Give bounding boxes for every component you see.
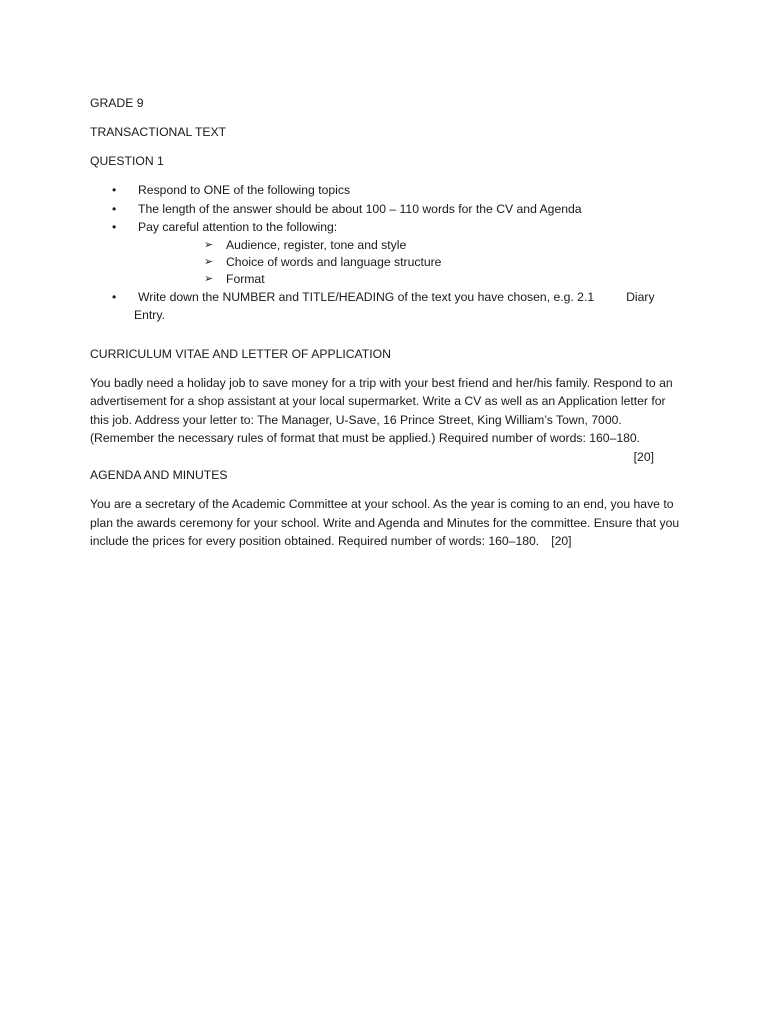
section-title: TRANSACTIONAL TEXT bbox=[90, 125, 227, 139]
arrow-bullet-icon: ➢ bbox=[204, 238, 214, 251]
bullet-icon: • bbox=[112, 220, 117, 234]
marks-cv: [20] bbox=[633, 449, 654, 464]
instruction-list bbox=[90, 181, 680, 325]
arrow-bullet-icon: ➢ bbox=[204, 272, 214, 285]
instruction-text: Respond to ONE of the following topics bbox=[138, 183, 351, 197]
instruction-text-diary: Diary bbox=[626, 289, 655, 304]
instruction-text: Write down the NUMBER and TITLE/HEADING of the text you have chosen, e.g. 2.1 bbox=[138, 289, 595, 304]
topic-body-cv bbox=[90, 374, 680, 464]
topic-body-agenda bbox=[90, 495, 680, 551]
sub-instruction-item bbox=[90, 237, 680, 254]
bullet-icon: • bbox=[112, 183, 117, 197]
instruction-text: Pay careful attention to the following: bbox=[138, 220, 338, 234]
sub-instruction-list bbox=[90, 237, 680, 288]
topic-heading-cv: CURRICULUM VITAE AND LETTER OF APPLICATION bbox=[90, 346, 391, 361]
document-content bbox=[90, 94, 680, 561]
marks-agenda: [20] bbox=[551, 534, 572, 548]
instruction-item bbox=[90, 181, 680, 200]
question-title: QUESTION 1 bbox=[90, 154, 164, 168]
topic-body-agenda-text: You are a secretary of the Academic Committee at your school. As the year is coming to an end, you have to plan the awards ceremony for your school. Write and Agenda and Minutes for the committee. Ensure that you include the prices for every position obtained. Required number of words: 160–180. bbox=[90, 497, 680, 548]
instruction-text: The length of the answer should be about 100 – 110 words for the CV and Agenda bbox=[138, 201, 582, 216]
bullet-icon: • bbox=[112, 289, 117, 304]
sub-instruction-item bbox=[90, 271, 680, 288]
topic-body-cv-text: You badly need a holiday job to save money for a trip with your best friend and her/his family. Respond to an advertisement for a shop assistant at your local supermarket. Write a CV as well as an Application letter for this job. Address your letter to: The Manager, U-Save, 16 Prince Street, King William’s Town, 7000. (Remember the necessary rules of format that must be applied.) Required number of words: 160–180. bbox=[90, 375, 673, 445]
grade-line: GRADE 9 bbox=[90, 96, 144, 110]
instruction-text-entry: Entry. bbox=[134, 308, 165, 322]
arrow-bullet-icon: ➢ bbox=[204, 255, 214, 268]
sub-instruction-text: Choice of words and language structure bbox=[226, 254, 442, 269]
instruction-item bbox=[90, 288, 680, 325]
sub-instruction-text: Format bbox=[226, 271, 265, 286]
bullet-icon: • bbox=[112, 201, 117, 216]
instruction-item bbox=[90, 218, 680, 288]
topic-heading-agenda: AGENDA AND MINUTES bbox=[90, 468, 228, 482]
sub-instruction-text: Audience, register, tone and style bbox=[226, 237, 407, 252]
sub-instruction-item bbox=[90, 254, 680, 271]
instruction-item bbox=[90, 200, 680, 219]
